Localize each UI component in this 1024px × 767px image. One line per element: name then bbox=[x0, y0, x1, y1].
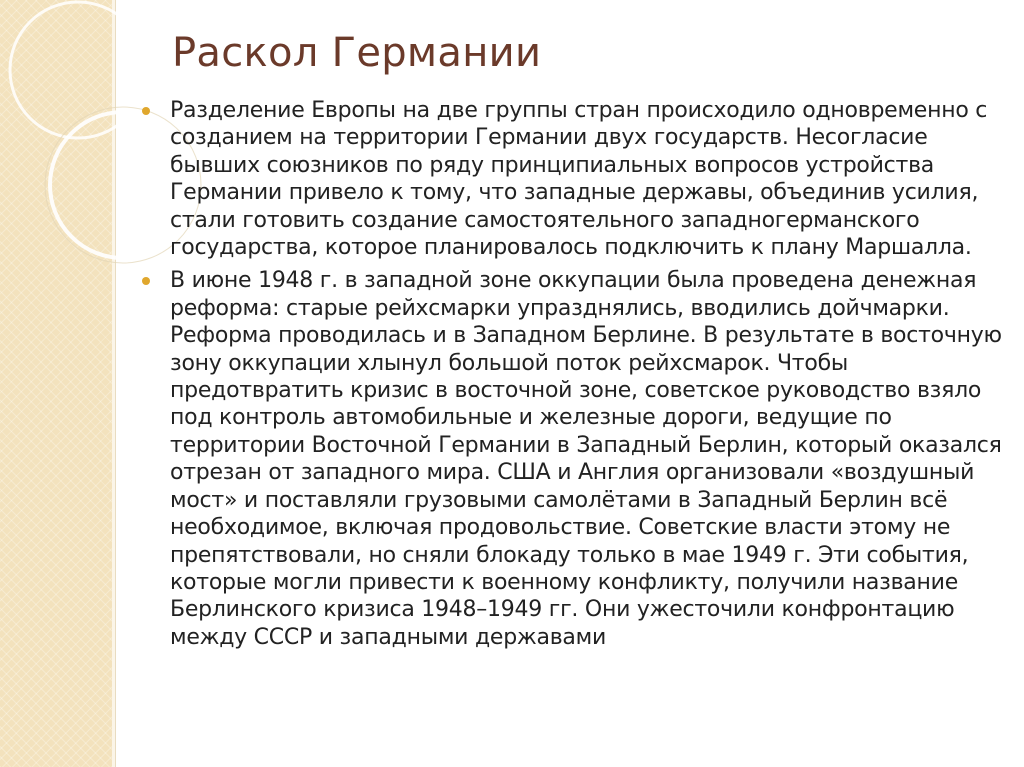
slide-title: Раскол Германии bbox=[172, 30, 542, 76]
decor-circle-upper bbox=[10, 2, 146, 138]
bullet-text: Разделение Европы на две группы стран происходило одновременно с созданием на территории Германии двух государств. Несогласие бывших союзников по ряду принципиальных вопросов устройства Германии привело к тому, что западные державы, объединив усилия, стали готовить создание самостоятельного западногерманского государства, которое планировалось подключить к плану Маршалла. bbox=[170, 98, 988, 261]
bullet-dot-icon bbox=[142, 277, 150, 285]
bullet-list bbox=[138, 97, 1004, 657]
bullet-dot-icon bbox=[142, 107, 150, 115]
bullet-item bbox=[138, 97, 1004, 261]
bullet-item bbox=[138, 267, 1004, 651]
bullet-text: В июне 1948 г. в западной зоне оккупации была проведена денежная реформа: старые рейхсмарки упразднялись, вводились дойчмарки. Реформа проводилась и в Западном Берлине. В результате в восточную зону оккупации хлынул большой поток рейхсмарок. Чтобы предотвратить кризис в восточной зоне, советское руководство взяло под контроль автомобильные и железные дороги, ведущие по территории Восточной Германии в Западный Берлин, который оказался отрезан от западного мира. США и Англия организовали «воздушный мост» и поставляли грузовыми самолётами в Западный Берлин всё необходимое, включая продовольствие. Советские власти этому не препятствовали, но сняли блокаду только в мае 1949 г. Эти события, которые могли привести к военному конфликту, получили название Берлинского кризиса 1948–1949 гг. Они ужесточили конфронтацию между СССР и западными державами bbox=[170, 268, 1002, 650]
